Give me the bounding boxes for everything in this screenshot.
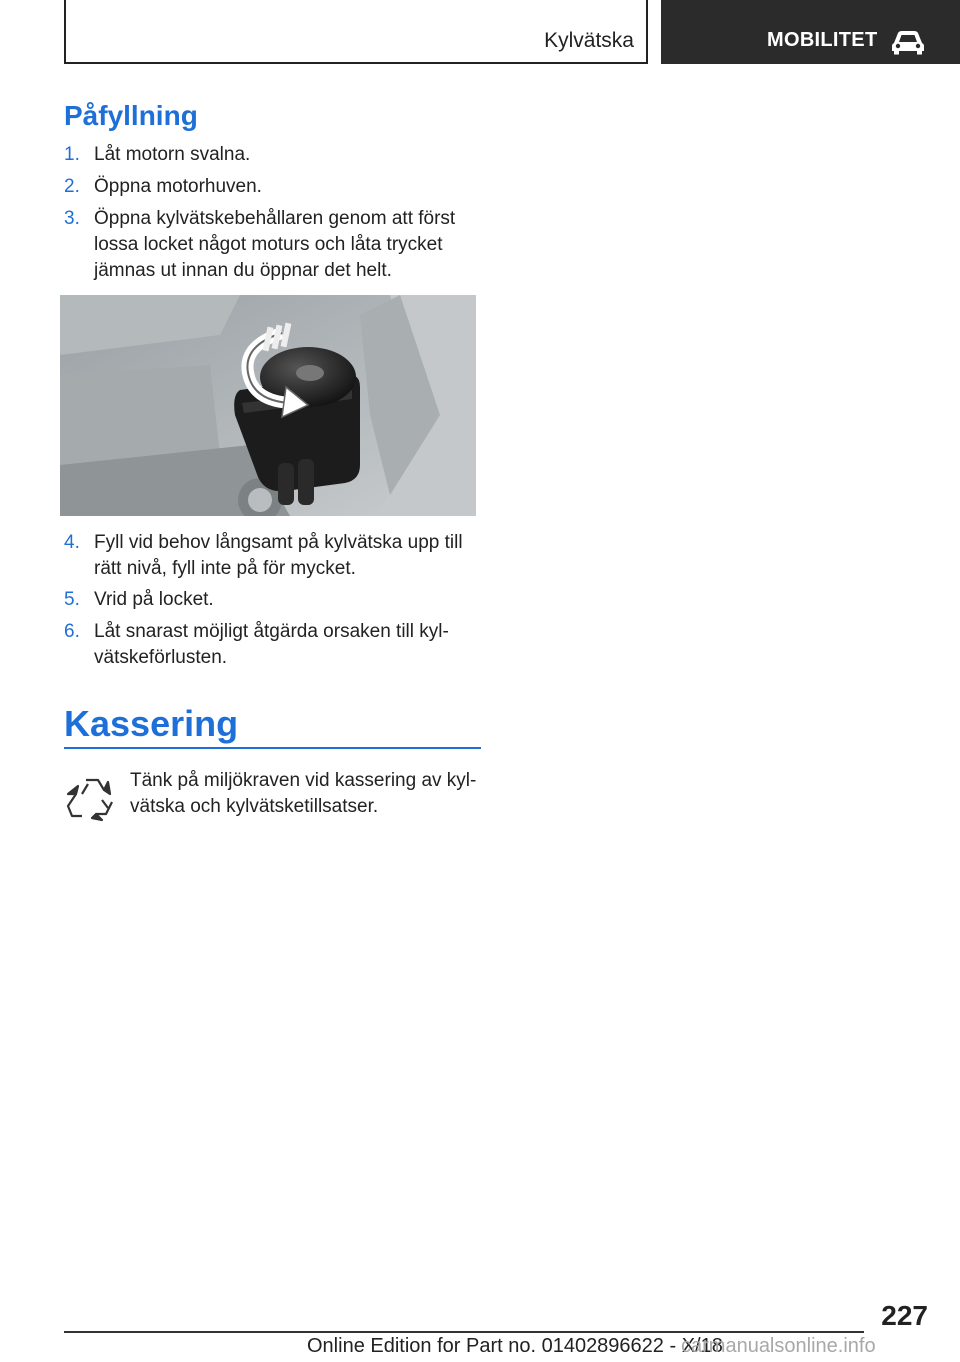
step-number: 3. xyxy=(64,208,80,229)
header-section-box xyxy=(64,0,648,64)
step-number: 5. xyxy=(64,589,80,610)
section-title: Kylvätska xyxy=(544,29,634,52)
step-text: Låt motorn svalna. xyxy=(94,144,251,165)
page-number: 227 xyxy=(881,1300,928,1331)
list-item xyxy=(64,619,474,671)
disposal-text: Tänk på miljökraven vid kassering av kylvätska och kylvätsketillsatser. xyxy=(130,770,477,817)
watermark: carmanualsonline.info xyxy=(681,1335,876,1357)
list-item xyxy=(64,206,474,284)
step-text: Öppna kylvätskebehållaren genom att först lossa locket något moturs och låta trycket jämnas ut innan du öppnar det helt. xyxy=(94,208,456,281)
list-item xyxy=(64,587,474,613)
refill-heading: Påfyllning xyxy=(64,100,198,131)
coolant-reservoir-photo xyxy=(60,295,476,516)
list-item xyxy=(64,530,474,582)
step-number: 6. xyxy=(64,621,80,642)
step-text: Fyll vid behov långsamt på kylvätska upp till rätt nivå, fyll inte på för mycket. xyxy=(94,532,463,579)
list-item xyxy=(64,142,474,168)
step-text: Vrid på locket. xyxy=(94,589,214,610)
step-number: 1. xyxy=(64,144,80,165)
heading-divider xyxy=(64,747,481,749)
chapter-tab[interactable] xyxy=(661,0,960,64)
list-item xyxy=(64,174,474,200)
step-number: 4. xyxy=(64,532,80,553)
chapter-tab-label: MOBILITET xyxy=(767,29,878,51)
step-text: Öppna motorhuven. xyxy=(94,176,262,197)
edition-text: Online Edition for Part no. 01402896622 - X/18 xyxy=(307,1335,723,1357)
step-text: Låt snarast möjligt åtgärda orsaken till kylvätskeförlusten. xyxy=(94,621,449,668)
disposal-heading: Kassering xyxy=(64,703,239,744)
footer-divider xyxy=(64,1331,864,1333)
step-number: 2. xyxy=(64,176,80,197)
car-icon xyxy=(890,27,926,55)
recycle-icon xyxy=(64,772,120,828)
